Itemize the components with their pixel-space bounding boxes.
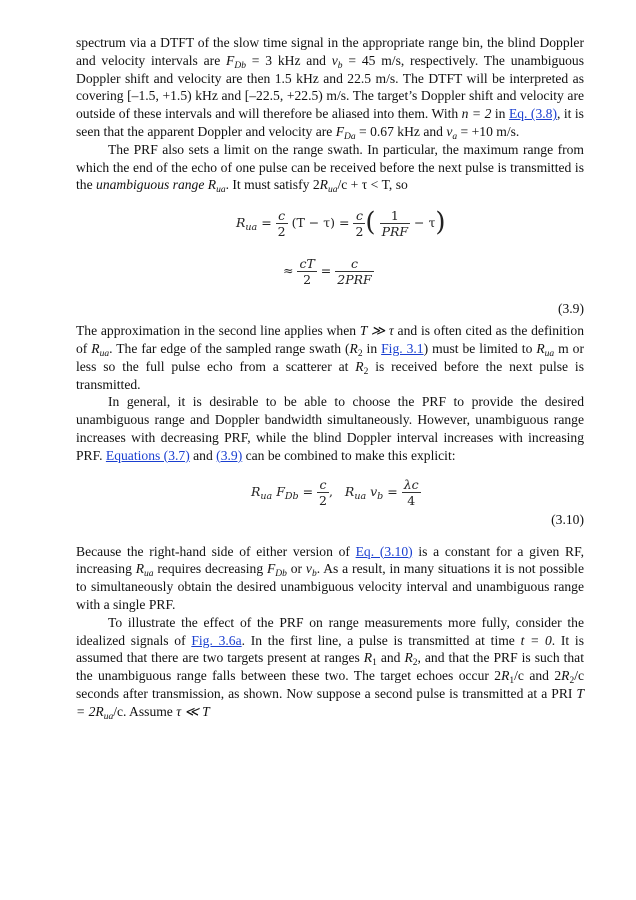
- math-subscript: ua: [544, 348, 555, 359]
- math-symbol: R: [363, 650, 373, 666]
- text: . It must satisfy 2: [225, 177, 320, 193]
- math-symbol: R: [404, 650, 413, 666]
- math-subscript: 2: [363, 366, 369, 377]
- text: m or less so the full pulse echo from a scatterer at: [76, 340, 584, 374]
- text: In general, it is desirable to be able to choose the PRF to provide the desired unambiguous range and Doppler bandwidth simultaneously. However, unambiguous range increases with decreasing PRF, while the blind Doppler interval increases with increasing PRF.: [76, 394, 584, 463]
- text: = 0.67 kHz and: [355, 123, 447, 139]
- paragraph-illustration: [76, 614, 584, 721]
- math-subscript: ua: [245, 222, 258, 234]
- text: = 45 m/s, respectively. The unambiguous Doppler shift and velocity are then 1.5 kHz and 22.5 m/s. The DTFT will be interpreted as covering [–1.5, +1.5) kHz and [–22.5, +22.5) m/s. The target’s Doppler shift and velocity are outside of these intervals and will therefore be aliased into them. With: [76, 52, 584, 122]
- emphasis: unambiguous range R: [96, 177, 217, 193]
- math-symbol: F: [335, 123, 344, 139]
- math-subscript: Db: [234, 60, 246, 71]
- text: . As a result, in many situations it is not possible to simultaneously obtain the desired unambiguous velocity interval and unambiguous range with a single PRF.: [76, 561, 584, 612]
- fraction: $\frac{c}{2}$: [319, 476, 327, 508]
- math-expression: (T − τ) =: [291, 215, 350, 231]
- text: /c + τ < T, so: [337, 177, 408, 193]
- text: The PRF also sets a limit on the range swath. In particular, the maximum range from which the end of the echo of one pulse can be received before the next pulse is transmitted is the: [76, 141, 584, 193]
- math-symbol: v: [331, 52, 338, 68]
- text: /c. Assume: [113, 703, 177, 719]
- text: in: [362, 340, 382, 356]
- text: Because the right-hand side of either version of: [76, 543, 356, 559]
- math-symbol: R: [349, 340, 358, 356]
- math-subscript: 2: [569, 676, 575, 687]
- paragraph-range-swath: [76, 141, 584, 194]
- math-symbol: R: [355, 358, 364, 374]
- text: and is often cited as the definition of: [76, 323, 584, 356]
- math-subscript: 1: [372, 658, 377, 669]
- math-subscript: 2: [412, 658, 418, 669]
- fig-3-6a-link[interactable]: Fig. 3.6a: [191, 632, 242, 648]
- math-symbol: R: [344, 483, 355, 499]
- math-subscript: ua: [144, 569, 154, 580]
- math-symbol: R: [536, 340, 545, 356]
- math-expression: T ≫ τ: [359, 323, 394, 339]
- equation-number: (3.9): [557, 301, 584, 317]
- math-subscript: 1: [509, 676, 515, 687]
- math-subscript: b: [337, 60, 343, 71]
- text: is received before the next pulse is transmitted.: [76, 358, 584, 392]
- text: can be combined to make this explicit:: [242, 447, 456, 463]
- math-symbol: R: [236, 215, 246, 231]
- text: , it is seen that the apparent Doppler and velocity are: [76, 106, 584, 139]
- eq-3-8-link[interactable]: Eq. (3.8): [508, 106, 557, 122]
- text: = 3 kHz and: [245, 52, 332, 68]
- math-subscript: 2: [357, 348, 363, 359]
- text: . The far edge of the sampled range swath (: [109, 340, 350, 356]
- text: /c seconds after transmission, as shown. Now suppose a second pulse is transmitted at a PRI: [76, 668, 584, 701]
- text: ) must be limited to: [423, 340, 537, 356]
- fraction: $\frac{c}{2}$: [277, 208, 286, 240]
- math-subscript: ua: [99, 348, 110, 359]
- equation-line-1: $R_{ua}$ = $\frac{c}{2}$ (T − τ) = $\frac{c}{2}$ ( $\frac{1}{\text{PRF}}$ − τ): [236, 207, 446, 240]
- text: or: [286, 561, 306, 577]
- math-subscript: a: [452, 131, 458, 142]
- text: , and that the PRF is such that the unambiguous range falls between these two. The target echoes occur 2: [76, 650, 584, 684]
- math-symbol: v: [446, 123, 453, 139]
- math-subscript: ua: [216, 185, 226, 196]
- math-symbol: R: [561, 668, 570, 684]
- fig-3-1-link[interactable]: Fig. 3.1: [381, 340, 424, 356]
- math-symbol: F: [266, 561, 276, 577]
- text: = +10 m/s.: [457, 123, 520, 139]
- text: The approximation in the second line applies when: [76, 323, 360, 339]
- equations-3-7-link[interactable]: Equations (3.7): [105, 447, 190, 463]
- paragraph-rhs-constant: [76, 543, 584, 614]
- math-subscript: Da: [344, 131, 356, 142]
- text: spectrum via a DTFT of the slow time signal in the appropriate range bin, the blind Doppler and velocity intervals are: [76, 35, 584, 68]
- text: /c and 2: [514, 668, 562, 684]
- math-symbol: v: [305, 561, 312, 577]
- equation-line-2: ≈ $\frac{cT}{2}$ = $\frac{c}{\text{2PRF}}$: [283, 256, 372, 288]
- equation-number: (3.10): [551, 511, 584, 527]
- document-page: [76, 34, 584, 721]
- math-symbol: R: [91, 340, 100, 356]
- math-symbol: v: [370, 483, 378, 499]
- math-symbol: R: [319, 177, 328, 193]
- math-expression: t = 0: [520, 632, 552, 648]
- math-symbol: R: [135, 561, 145, 577]
- math-subscript: ua: [327, 185, 338, 196]
- math-subscript: ua: [103, 711, 114, 722]
- equation-line: $R_{ua}$ $F_{Db}$ = $\frac{c}{2}$ , $R_{ua}$ $v_b$ = $\frac{\lambda c}{4}$: [251, 476, 419, 508]
- equation-3-9: [76, 194, 584, 322]
- text: . In the first line, a pulse is transmitted at time: [241, 632, 521, 648]
- math-expression: n = 2: [461, 106, 492, 122]
- text: and: [189, 447, 217, 463]
- math-symbol: ≈: [283, 263, 294, 279]
- text: . It is assumed that there are two targets present at ranges: [76, 632, 584, 666]
- text: and: [376, 650, 405, 666]
- math-symbol: F: [276, 483, 285, 499]
- paragraph-doppler-intervals: [76, 34, 584, 141]
- fraction: $\frac{\lambda c}{4}$: [403, 476, 419, 508]
- eq-3-9-link[interactable]: (3.9): [216, 447, 243, 463]
- fraction: $\frac{cT}{2}$: [299, 256, 315, 288]
- paragraph-prf-tradeoff: [76, 393, 584, 464]
- math-expression: T = 2R: [76, 685, 584, 719]
- text: To illustrate the effect of the PRF on range measurements more fully, consider the idealized signals of: [76, 614, 584, 648]
- math-symbol: F: [226, 52, 235, 68]
- paragraph-approximation: [76, 322, 584, 393]
- text: in: [491, 106, 509, 122]
- fraction: $\frac{c}{\text{2PRF}}$: [337, 256, 372, 288]
- math-symbol: R: [501, 668, 510, 684]
- text: requires decreasing: [153, 561, 267, 577]
- equation-3-10: [76, 465, 584, 539]
- math-expression: τ ≪ T: [176, 703, 210, 719]
- fraction: $\frac{1}{\text{PRF}}$: [381, 208, 409, 240]
- math-subscript: b: [311, 569, 317, 580]
- math-symbol: R: [251, 483, 261, 499]
- text: is a constant for a given RF, increasing: [76, 543, 584, 577]
- math-expression: − τ: [414, 215, 436, 231]
- fraction: $\frac{c}{2}$: [355, 208, 364, 240]
- math-subscript: Db: [275, 569, 287, 580]
- eq-3-10-link[interactable]: Eq. (3.10): [355, 543, 413, 559]
